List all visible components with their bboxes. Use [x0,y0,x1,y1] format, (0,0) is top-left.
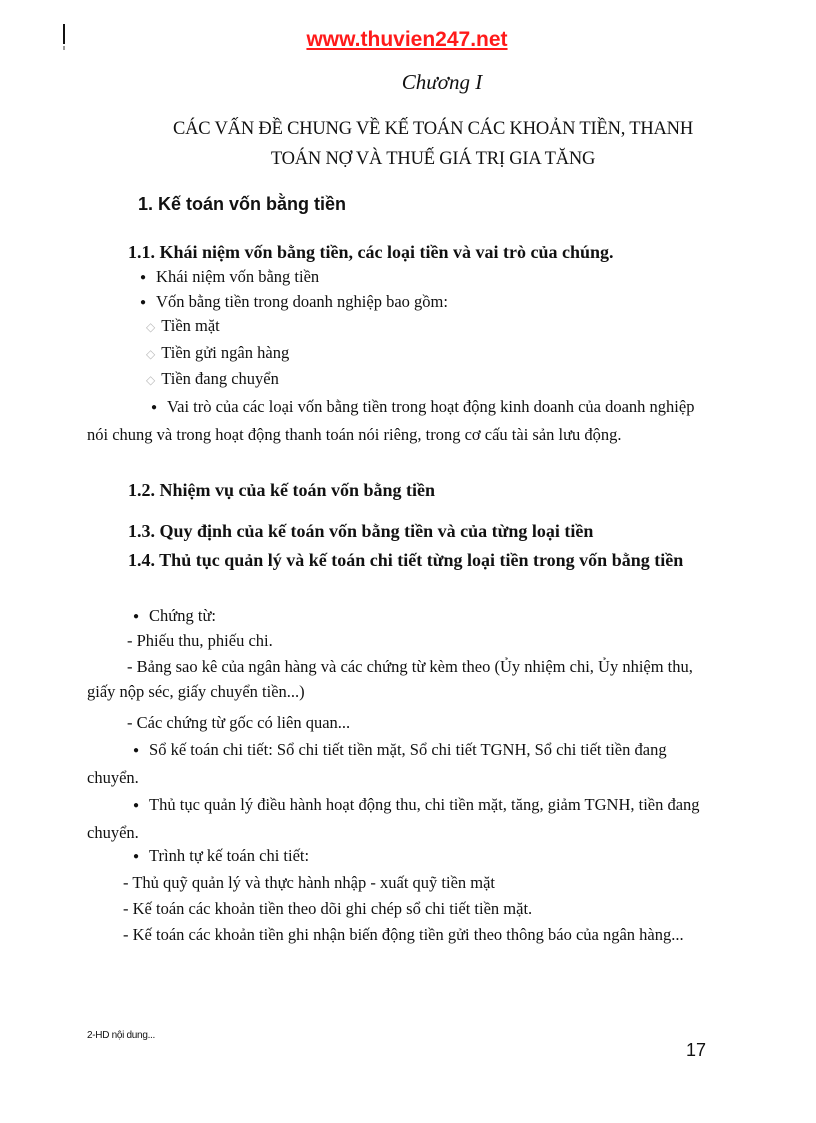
subitem-text: Tiền mặt [161,316,220,335]
sequence-item-1: - Thủ quỹ quản lý và thực hành nhập - xuất quỹ tiền mặt [123,873,496,892]
doc-item-2: - Bảng sao kê của ngân hàng và các chứng từ kèm theo (Ủy nhiệm chi, Ủy nhiệm thu, giấy nộp séc, giấy chuyển tiền...) [87,657,693,701]
diamond-bullet-icon: ◇ [146,320,156,334]
doc-item-1: - Phiếu thu, phiếu chi. [127,631,273,650]
subitem-in-transit [146,366,279,393]
section-1-3-heading: 1.3. Quy định của kế toán vốn bằng tiền và của từng loại tiền [128,521,594,541]
section-1-heading: 1. Kế toán vốn bằng tiền [138,194,347,214]
subitem-bank-deposit [146,340,289,367]
paragraph-role [87,394,717,447]
diamond-bullet-icon: ◇ [146,373,156,387]
bullet-concept: ● Khái niệm vốn bằng tiền [140,264,319,292]
section-1-1-heading: 1.1. Khái niệm vốn bằng tiền, các loại tiền và vai trò của chúng. [128,242,614,262]
role-text: ● Vai trò của các loại vốn bằng tiền trong hoạt động kinh doanh của doanh nghiệp nói chung và trong hoạt động thanh toán nói riêng, trong cơ cấu tài sản lưu động. [87,397,694,444]
footer-note: 2-HD nội dung... [87,1030,156,1041]
sequence-item-2: - Kế toán các khoản tiền theo dõi ghi chép sổ chi tiết tiền mặt. [123,899,533,918]
bullet-composition: ● Vốn bằng tiền trong doanh nghiệp bao gồm: [140,289,448,317]
watermark-text: www.thuvien247.net [306,28,508,51]
procedure-text: ● Thủ tục quản lý điều hành hoạt động thu, chi tiền mặt, tăng, giảm TGNH, tiền đang chuyển. [87,795,700,842]
section-1-2-heading: 1.2. Nhiệm vụ của kế toán vốn bằng tiền [128,480,436,500]
watermark-link[interactable] [0,28,816,52]
paragraph-ledgers [87,737,717,790]
chapter-title [138,114,728,174]
subitem-text: Tiền gửi ngân hàng [161,343,290,362]
title-line-1: CÁC VẤN ĐỀ CHUNG VỀ KẾ TOÁN CÁC KHOẢN TIỀN, THANH [172,119,694,139]
bullet-sequence: ● Trình tự kế toán chi tiết: [133,843,309,871]
title-line-2: TOÁN NỢ VÀ THUẾ GIÁ TRỊ GIA TĂNG [270,149,596,169]
sequence-item-3: - Kế toán các khoản tiền ghi nhận biến động tiền gửi theo thông báo của ngân hàng... [123,925,684,944]
page-number: 17 [686,1040,707,1060]
bullet-documents: ● Chứng từ: [133,603,216,631]
doc-item-3: - Các chứng từ gốc có liên quan... [127,713,351,732]
ledgers-text: ● Sổ kế toán chi tiết: Sổ chi tiết tiền mặt, Sổ chi tiết TGNH, Sổ chi tiết tiền đang chuyển. [87,740,667,787]
chapter-text: Chương I [401,70,483,94]
section-1-4-heading: 1.4. Thủ tục quản lý và kế toán chi tiết từng loại tiền trong vốn bằng tiền [128,550,684,570]
subitem-text: Tiền đang chuyển [161,369,279,388]
chapter-label [0,70,816,95]
diamond-bullet-icon: ◇ [146,347,156,361]
subitem-cash [146,313,220,340]
paragraph-procedure [87,792,717,845]
